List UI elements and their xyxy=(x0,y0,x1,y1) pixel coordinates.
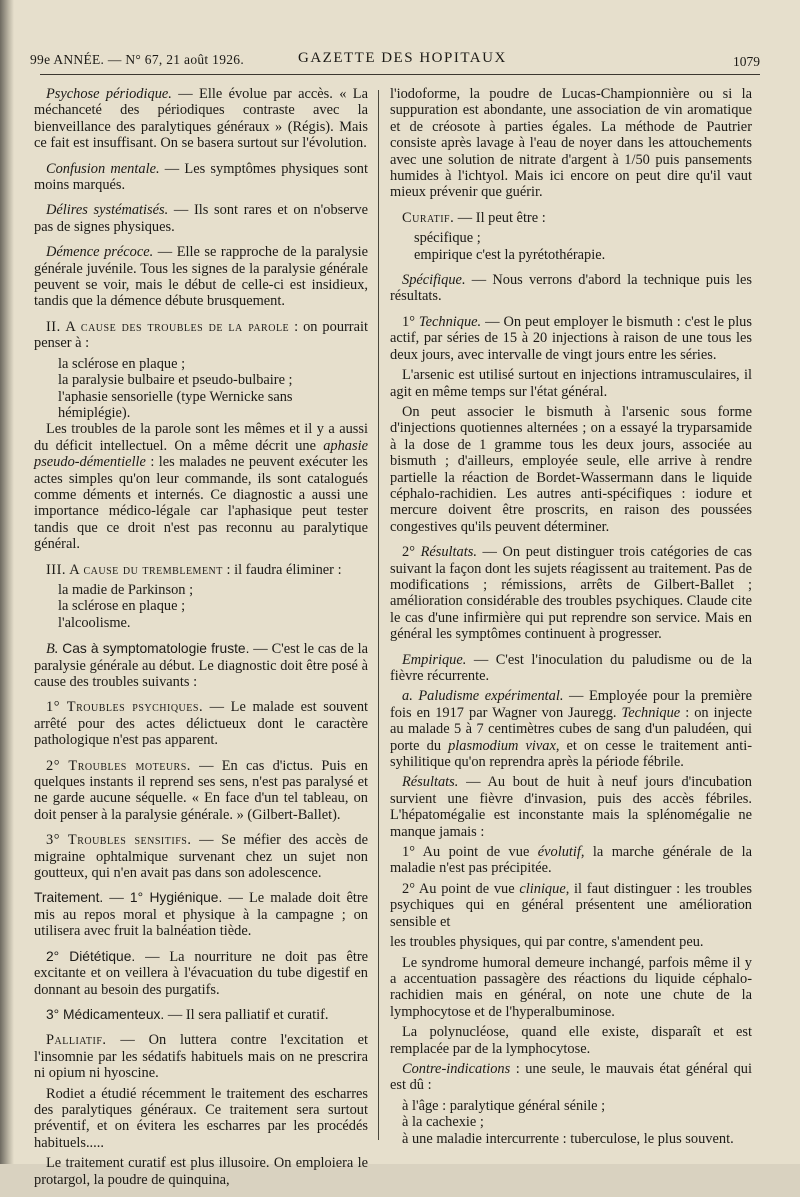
resultats2-title: Résultats. xyxy=(402,774,459,791)
troubles-moteurs-paragraph xyxy=(34,758,368,824)
header-rule xyxy=(40,74,760,75)
delires-paragraph xyxy=(34,202,368,235)
palliatif-head: Palliatif. xyxy=(46,1032,107,1049)
specifique-text: — Nous verrons d'abord la technique puis les résultats. xyxy=(390,272,752,305)
technique-title: Technique. xyxy=(418,313,482,330)
t3-head: 3° Troubles sensitifs. xyxy=(46,832,192,849)
palliatif-paragraph xyxy=(34,1032,368,1081)
paludisme-paragraph xyxy=(390,688,752,770)
curatif-list xyxy=(390,230,752,263)
journal-title: GAZETTE DES HOPITAUX xyxy=(298,50,507,66)
parole-paragraph xyxy=(34,421,368,552)
confusion-text: — Les symptômes physiques sont moins marqués. xyxy=(34,160,368,194)
technique-num: 1° xyxy=(402,313,419,330)
arsenic-paragraph: L'arsenic est utilisé surtout en injections intramusculaires, il agit en même temps sur l'état général. xyxy=(390,367,752,400)
parole-tail: : on pourrait penser à : xyxy=(34,318,368,352)
medicamenteux-paragraph xyxy=(34,1007,368,1023)
curatif-paragraph: Le traitement curatif est plus illusoire. On emploiera le protargol, la poudre de quinquina, xyxy=(34,1155,368,1188)
technique-text: — On peut employer le bismuth : c'est le plus actif, par séries de 15 à 20 injections à raison de une tous les deux jours, avec intervalle de vingt jours entre les séries. xyxy=(390,313,752,363)
list-item: la paralysie bulbaire et pseudo-bulbaire ; xyxy=(58,372,293,389)
left-column xyxy=(34,86,368,1197)
clinique-paragraph xyxy=(390,881,752,930)
clinique-b: , il faut distinguer : les troubles psychiques qui en général présentent une amélioration sensible et xyxy=(390,880,752,930)
list-item: à l'âge : paralytique général sénile ; xyxy=(402,1097,606,1114)
medicamenteux-text: — Il sera palliatif et curatif. xyxy=(164,1006,329,1023)
demence-title: Démence précoce. xyxy=(46,244,154,261)
aphasie-term: aphasie pseudo-démentielle xyxy=(34,437,368,471)
contre-title: Contre-indications xyxy=(402,1060,511,1077)
resultats-paragraph xyxy=(390,544,752,642)
fruste-title: Cas à symptomatologie fruste. xyxy=(62,641,250,657)
continuation-paragraph: l'iodoforme, la poudre de Lucas-Championnière ou si la suppuration est abondante, une association de vin aromatique et de créosote à parties égales. La méthode de Pautrier consiste après lavage à l'eau de noyer dans les attouchements avec une solution de nitrate d'argent à 1/50 puis pansements humides à l'ichtyol. Mais ici encore on peut dire qu'il vaut mieux prévenir que guérir. xyxy=(390,86,752,201)
hygienique-text: — Le malade doit être mis au repos moral et physique à la campagne ; on utilisera avec fruit la balnéation tiède. xyxy=(34,890,369,940)
list-item: la sclérose en plaque ; xyxy=(58,355,186,372)
resultats-text: — On peut distinguer trois catégories de cas suivant la façon dont les sujets réagissent au traitement. Pas de modifications ; rémissions, arrêts de Gilbert-Ballet ; amélioration considérable des troubles psychiques. Claude cite le cas d'une infirmière qui put reprendre son service. Mais en général les symptômes continuent à progresser. xyxy=(390,544,752,643)
hygienique-title: 1° Hygiénique. xyxy=(129,890,223,906)
evolutif-paragraph xyxy=(390,844,752,877)
psychose-paragraph xyxy=(34,86,368,152)
t2-text: — En cas d'ictus. Puis en quelques instants il reprend ses sens, n'est pas paralysé et ne garde aucune séquelle. « En face d'un tel tableau, on doit penser à la paralysie générale. » (Gilbert-Ballet). xyxy=(34,757,368,823)
tremblement-heading xyxy=(34,562,368,578)
technique-paragraph xyxy=(390,314,752,363)
confusion-title: Confusion mentale. xyxy=(46,160,160,177)
list-item: spécifique ; xyxy=(414,230,481,247)
t2-head: 2° Troubles moteurs. xyxy=(46,757,191,774)
list-item: à la cachexie ; xyxy=(402,1114,484,1131)
paludisme-title: a. Paludisme expérimental. xyxy=(402,688,564,705)
curatif-head: Curatif. xyxy=(402,209,455,226)
paludisme-text-c: , et on cesse le traitement anti-syhilitique qu'on reprendra après la période fébrile. xyxy=(390,737,753,771)
fruste-text: — C'est le cas de la paralysie générale au début. Le diagnostic doit être posé à cause des troubles suivants : xyxy=(34,641,368,690)
bismuth-paragraph: On peut associer le bismuth à l'arsenic sous forme d'injections quotiennes alternées ; on a essayé la tryparsamide à la dose de 1 gramme tous les deux jours, associée au bismuth ; d'ailleurs, employée seule, elle arrive à rendre partielle la réaction de Bordet-Wassermann dans le liquide céphalo-rachidien. Les autres anti-spécifiques : iodure et mercure doivent être proscrits, en raison des poussées congestives qu'ils peuvent déterminer. xyxy=(390,403,752,535)
tremblement-list xyxy=(34,582,368,631)
empirique-title: Empirique. xyxy=(402,651,467,668)
list-item: à une maladie intercurrente : tuberculose, le plus souvent. xyxy=(402,1130,734,1147)
traitement-title: Traitement. xyxy=(34,890,104,906)
specifique-title: Spécifique. xyxy=(402,272,466,289)
column-separator xyxy=(378,90,379,1140)
t3-text: — Se méfier des accès de migraine ophtalmique survenant chez un sujet non goutteux, qui n'en avait pas dans son adolescence. xyxy=(34,832,368,882)
page-header xyxy=(30,46,760,74)
delires-text: — Ils sont rares et on n'observe pas de signes physiques. xyxy=(34,202,368,235)
dietetique-title: 2° Diététique. xyxy=(46,948,136,964)
contre-indications-paragraph xyxy=(390,1061,752,1094)
curatif-tail: — Il peut être : xyxy=(454,209,546,226)
right-column xyxy=(390,86,752,1147)
resultats-num: 2° xyxy=(402,544,421,561)
parole-list xyxy=(34,356,368,422)
b-label: B. xyxy=(46,641,59,658)
psychose-title: Psychose périodique. xyxy=(46,86,172,102)
contre-text: : une seule, le mauvais état général qui est dû : xyxy=(390,1060,752,1094)
palliatif-text: — On luttera contre l'excitation et l'insomnie par les sédatifs habituels mais on ne prescrira ni opium ni hyoscine. xyxy=(34,1032,368,1082)
fruste-paragraph xyxy=(34,641,368,690)
parole-head: II. A cause des troubles de la parole xyxy=(46,318,290,335)
dietetique-paragraph xyxy=(34,949,368,998)
evolutif-a: 1° Au point de vue xyxy=(402,844,538,861)
resultats2-paragraph xyxy=(390,774,752,840)
paludisme-text-a: — Employée pour la première fois en 1917 par Wagner von Jauregg. xyxy=(390,688,752,721)
troubles-psychiques-paragraph xyxy=(34,699,368,748)
trem-tail: : il faudra éliminer : xyxy=(222,561,342,578)
contre-list xyxy=(390,1098,752,1147)
medicamenteux-title: 3° Médicamenteux. xyxy=(46,1006,165,1022)
plasmodium-term: plasmodium vivax xyxy=(448,737,556,754)
delires-title: Délires systématisés. xyxy=(46,202,169,219)
clinique-paragraph-2: les troubles physiques, qui par contre, s'amendent peu. xyxy=(390,934,704,951)
parole-text-a: Les troubles de la parole sont les mêmes et il y a aussi du déficit intellectuel. On a même décrit une xyxy=(34,421,368,454)
list-item: l'alcoolisme. xyxy=(58,614,131,631)
rodiet-paragraph: Rodiet a étudié récemment le traitement des escharres des paralytiques généraux. Ce traitement sera surtout préventif, et on évitera les escharres par les procédés habituels..... xyxy=(34,1085,368,1151)
clinique-term: clinique xyxy=(519,880,566,897)
parole-heading xyxy=(34,319,368,352)
demence-paragraph xyxy=(34,244,368,310)
binding-spine xyxy=(0,0,14,1164)
demence-text: — Elle se rapproche de la paralysie générale juvénile. Tous les signes de la paralysie générale peuvent se voir, mais le début de celle-ci est insidieux, tandis que la démence débute brusquement. xyxy=(34,244,368,310)
evolutif-term: évolutif xyxy=(537,844,581,861)
list-item: la sclérose en plaque ; xyxy=(58,598,186,615)
t1-head: 1° Troubles psychiques. xyxy=(46,699,204,716)
paludisme-text-b: : on injecte au malade 5 à 7 centimètres cubes de sang d'un paludéen, qui porte du xyxy=(390,704,752,754)
psychose-text: — Elle évolue par accès. « La méchanceté des périodiques contraste avec la bienveillance des paralytiques généraux » (Régis). Mais ce fait est insuffisant. On se basera surtout sur l'évolution. xyxy=(34,86,368,152)
confusion-paragraph xyxy=(34,161,368,194)
evolutif-b: , la marche générale de la maladie n'est pas précipitée. xyxy=(390,844,752,877)
dietetique-text: — La nourriture ne doit pas être excitante et on veillera à l'évacuation du tube digestif en donnant au besoin des purgatifs. xyxy=(34,948,368,998)
page-number: 1079 xyxy=(733,54,760,69)
curatif-heading xyxy=(390,210,752,226)
list-item: la madie de Parkinson ; xyxy=(58,581,194,598)
syndrome-paragraph: Le syndrome humoral demeure inchangé, parfois même il y a accentuation passagère des réactions du liquide céphalo-rachidien mais en général, on note une chute de la lymphocytose et de l'hyperalbuminose. xyxy=(390,954,752,1020)
list-item: l'aphasie sensorielle (type Wernicke sans hémiplégie). xyxy=(58,388,293,421)
issue-info: 99e ANNÉE. — N° 67, 21 août 1926. xyxy=(30,52,245,67)
trem-head: III. A cause du tremblement xyxy=(46,561,223,578)
troubles-sensitifs-paragraph xyxy=(34,832,368,881)
polynucleose-paragraph: La polynucléose, quand elle existe, disparaît et est remplacée par de la lymphocytose. xyxy=(390,1024,752,1057)
clinique-a: 2° Au point de vue xyxy=(402,880,520,897)
parole-text-b: : les malades ne peuvent exécuter les actes simples qu'on leur commande, ils sont catalogués comme déments et internés. Ce diagnostic a aussi une importance médico-légale car l'aphasique peut tester tandis que ce droit n'est pas reconnu au paralytique général. xyxy=(34,454,368,553)
empirique-text: — C'est l'inoculation du paludisme ou de la fièvre récurrente. xyxy=(390,651,752,684)
specifique-paragraph xyxy=(390,272,752,305)
paludisme-technique: Technique xyxy=(621,704,681,721)
resultats2-text: — Au bout de huit à neuf jours d'incubation survient une fièvre d'invasion, puis des accès fébriles. L'hépatomégalie est inconstante mais la splénomégalie ne manque jamais : xyxy=(390,774,752,840)
hygienique-paragraph: Traitement. — 1° Hygiénique. — Le malade doit être mis au repos moral et physique à la campagne ; on utilisera avec fruit la balnéation tiède. xyxy=(34,890,369,940)
empirique-paragraph xyxy=(390,652,752,685)
list-item: empirique c'est la pyrétothérapie. xyxy=(414,246,606,263)
resultats-title: Résultats. xyxy=(420,544,477,561)
t1-text: — Le malade est souvent arrêté pour des actes délictueux dont le caractère pathologique n'est pas apparent. xyxy=(34,699,369,749)
